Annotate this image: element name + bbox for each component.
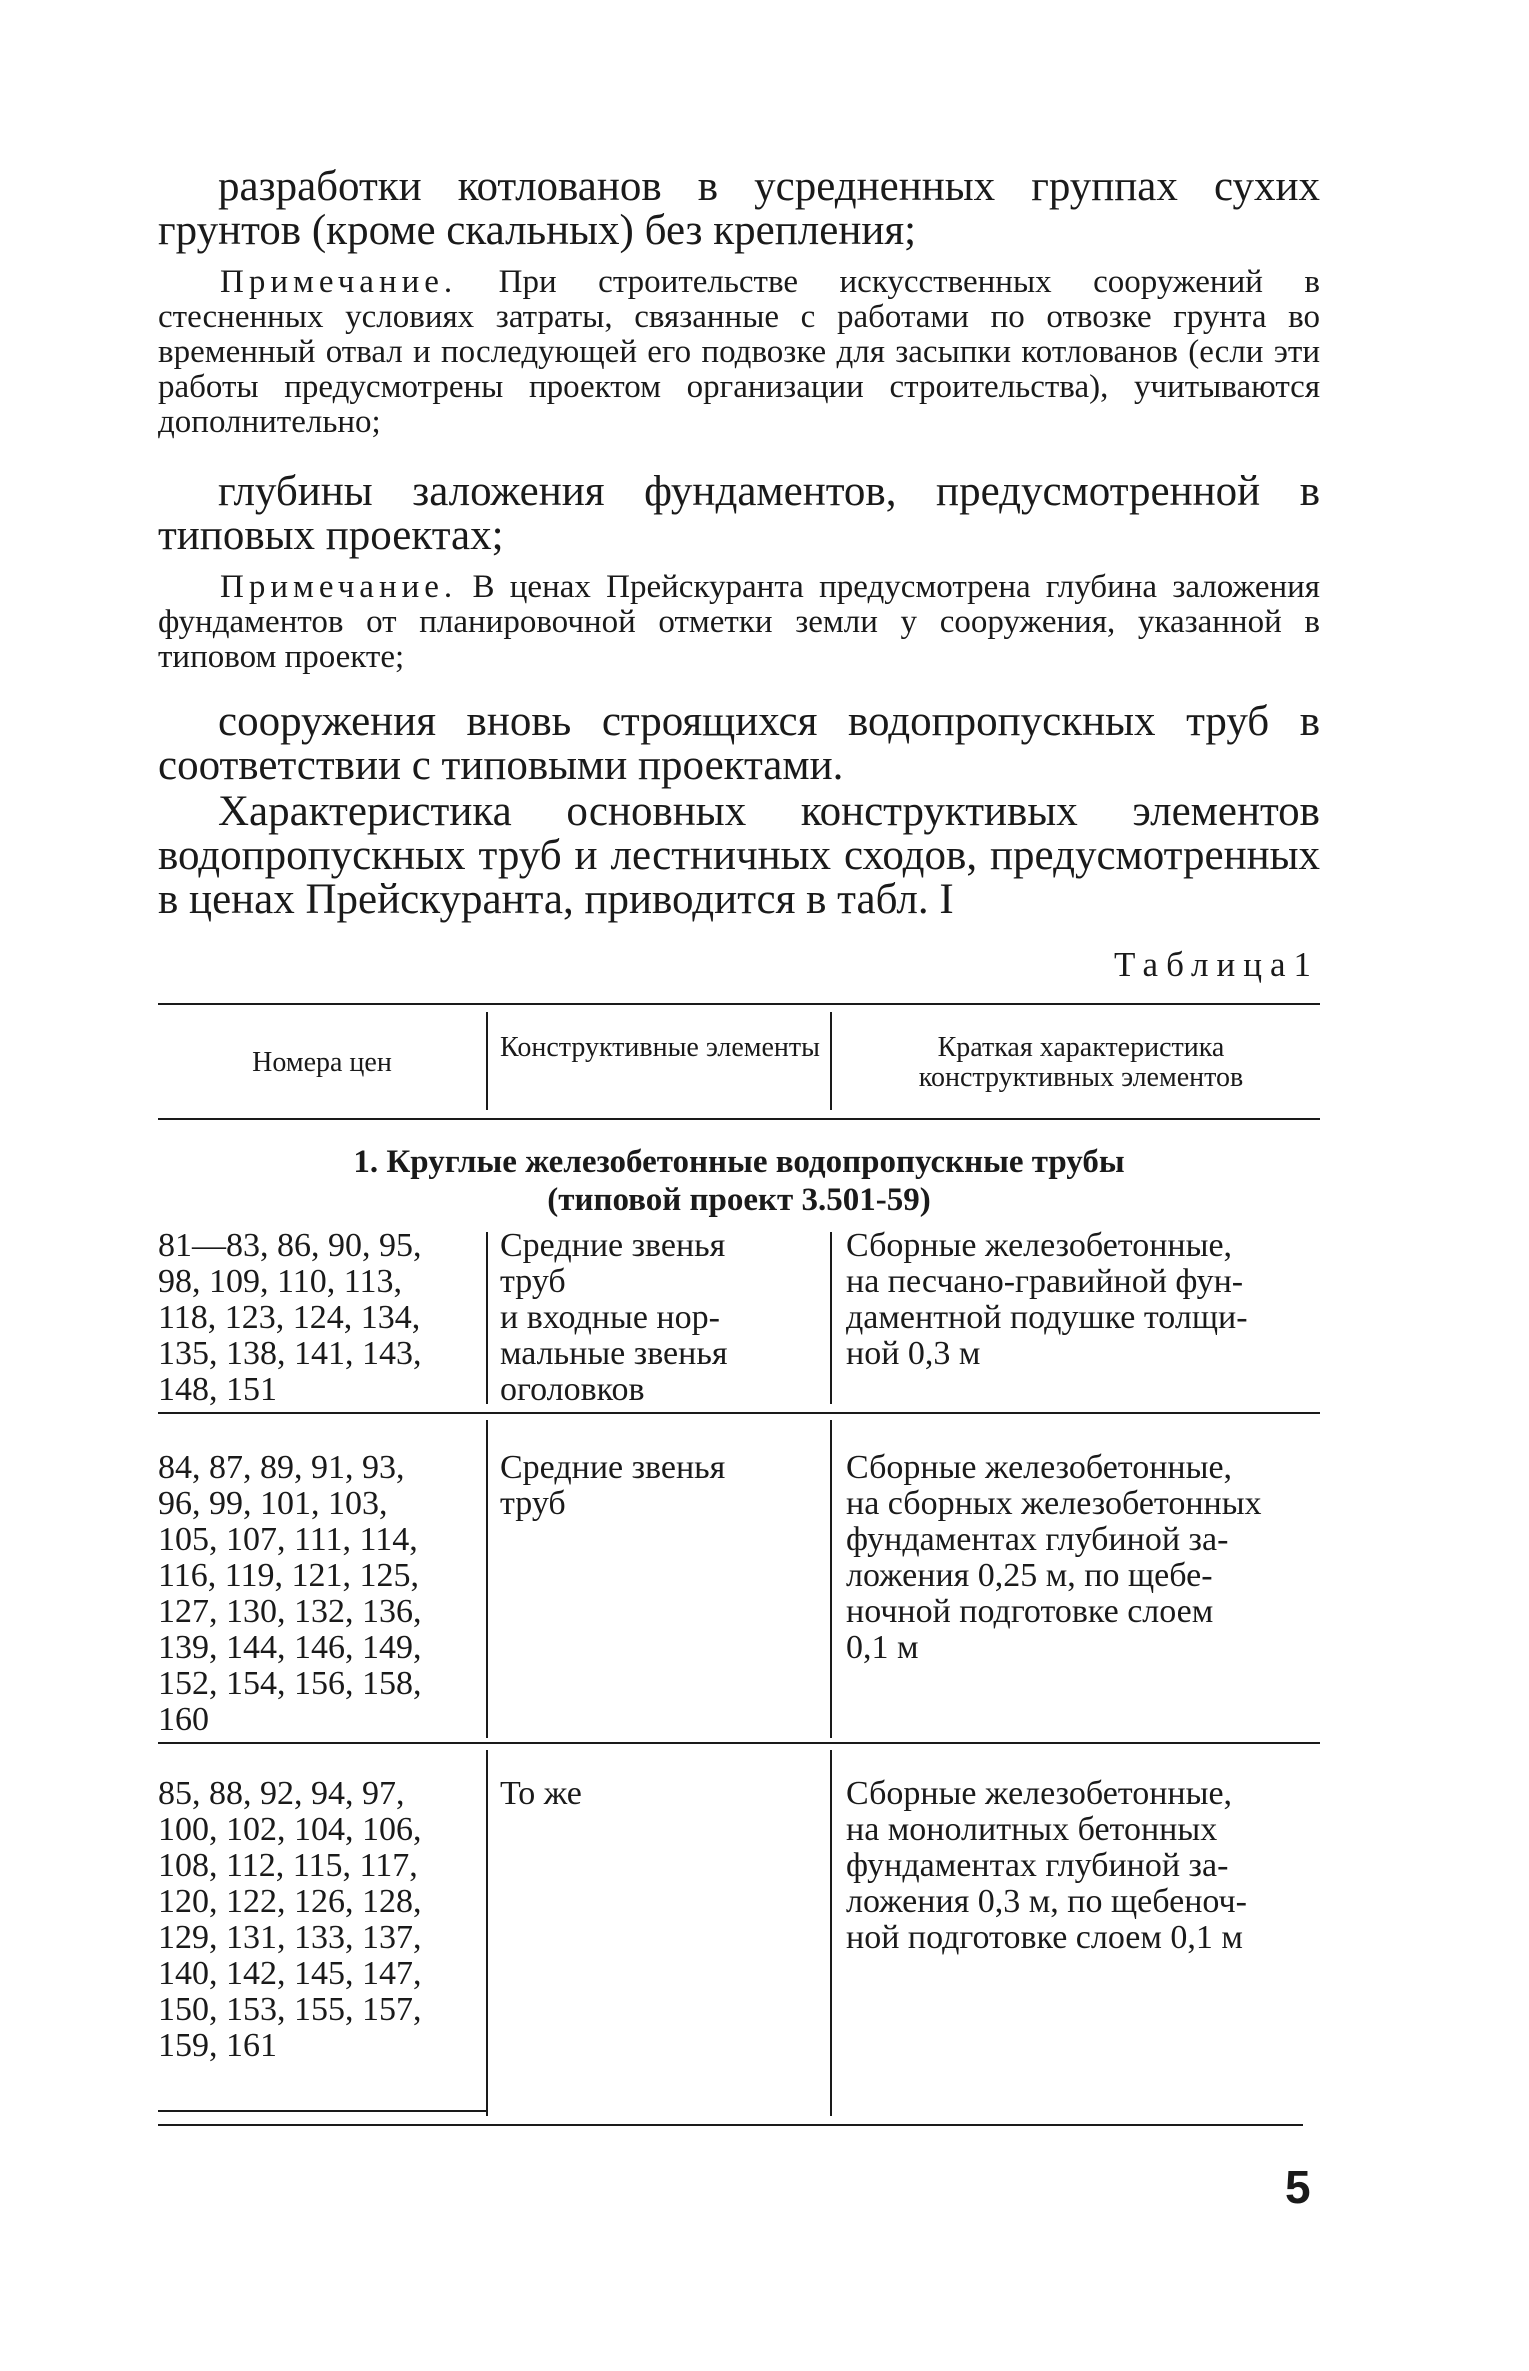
section-title-line-2: (типовой проект 3.501-59)	[547, 1182, 931, 1218]
row-2-divider-1	[486, 1420, 488, 1738]
paragraph-4: Характеристика основных конструктивых элементов водопропускных труб и лестничных сходов, предусмотренных в ценах Прейскуранта, приводится в табл. I	[158, 788, 1320, 923]
row-3-prices: 85, 88, 92, 94, 97, 100, 102, 104, 106, 108, 112, 115, 117, 120, 122, 126, 128, 129, 131, 133, 137, 140, 142, 145, 147, 150, 153, 155, 157, 159, 161	[158, 1775, 422, 2064]
row-1-bottom-rule	[158, 1412, 1320, 1414]
row-3-elements: То же	[500, 1775, 582, 1812]
paragraph-2: глубины заложения фундаментов, предусмотренной в типовых проектах;	[158, 468, 1320, 559]
page-number: 5	[1285, 2161, 1311, 2213]
row-1-divider-1	[486, 1232, 488, 1404]
row-2-divider-2	[830, 1420, 832, 1738]
paragraph-3: сооружения вновь строящихся водопропускных труб в соответствии с типовыми проектами.	[158, 698, 1320, 789]
table-caption: Таблица1	[1114, 945, 1319, 984]
header-description: Краткая характеристика конструктивных элементов	[918, 1032, 1244, 1093]
table-bottom-rule-left	[158, 2110, 488, 2112]
table-header-rule	[158, 1118, 1320, 1120]
row-2-bottom-rule	[158, 1742, 1320, 1744]
note-2	[158, 570, 1320, 675]
row-3-divider-1	[486, 1750, 488, 2116]
row-1-description: Сборные железобетонные, на песчано-гравийной фун- даментной подушке толщи- ной 0,3 м	[846, 1227, 1248, 1372]
row-1-prices: 81—83, 86, 90, 95, 98, 109, 110, 113, 118, 123, 124, 134, 135, 138, 141, 143, 148, 151	[158, 1227, 422, 1408]
header-elements: Конструктивные элементы	[500, 1032, 820, 1063]
row-2-description: Сборные железобетонные, на сборных железобетонных фундаментах глубиной за- ложения 0,25 м, по щебе- ночной подготовке слоем 0,1 м	[846, 1449, 1262, 1666]
row-2-elements: Средние звенья труб	[500, 1449, 726, 1522]
note-2-label: Примечание.	[220, 569, 458, 605]
row-1-divider-2	[830, 1232, 832, 1404]
row-1-elements: Средние звенья труб и входные нор- мальные звенья оголовков	[500, 1227, 728, 1408]
note-1-text: При строительстве искусственных сооружений в стесненных условиях затраты, связанные с работами по отвозке грунта во временный отвал и последующей его подвозке для засыпки котлованов (если эти работы предусмотрены проектом организации строительства), учитываются дополнительно;	[158, 264, 1320, 440]
table-bottom-rule	[158, 2124, 1303, 2126]
header-prices: Номера цен	[252, 1047, 392, 1078]
row-2-prices: 84, 87, 89, 91, 93, 96, 99, 101, 103, 105, 107, 111, 114, 116, 119, 121, 125, 127, 130, 132, 136, 139, 144, 146, 149, 152, 154, 156, 158, 160	[158, 1449, 422, 1738]
note-2-text: В ценах Прейскуранта предусмотрена глубина заложения фундаментов от планировочной отметки земли у сооружения, указанной в типовом проекте;	[158, 569, 1320, 675]
table-top-rule	[158, 1003, 1320, 1005]
row-3-divider-2	[830, 1750, 832, 2116]
row-3-description: Сборные железобетонные, на монолитных бетонных фундаментах глубиной за- ложения 0,3 м, по щебеноч- ной подготовке слоем 0,1 м	[846, 1775, 1247, 1956]
note-1-label: Примечание.	[220, 264, 458, 300]
header-divider-1	[486, 1012, 488, 1110]
note-1	[158, 265, 1320, 440]
header-divider-2	[830, 1012, 832, 1110]
section-title-line-1: 1. Круглые железобетонные водопропускные трубы	[353, 1144, 1125, 1180]
paragraph-1: разработки котлованов в усредненных группах сухих грунтов (кроме скальных) без крепления;	[158, 163, 1320, 254]
